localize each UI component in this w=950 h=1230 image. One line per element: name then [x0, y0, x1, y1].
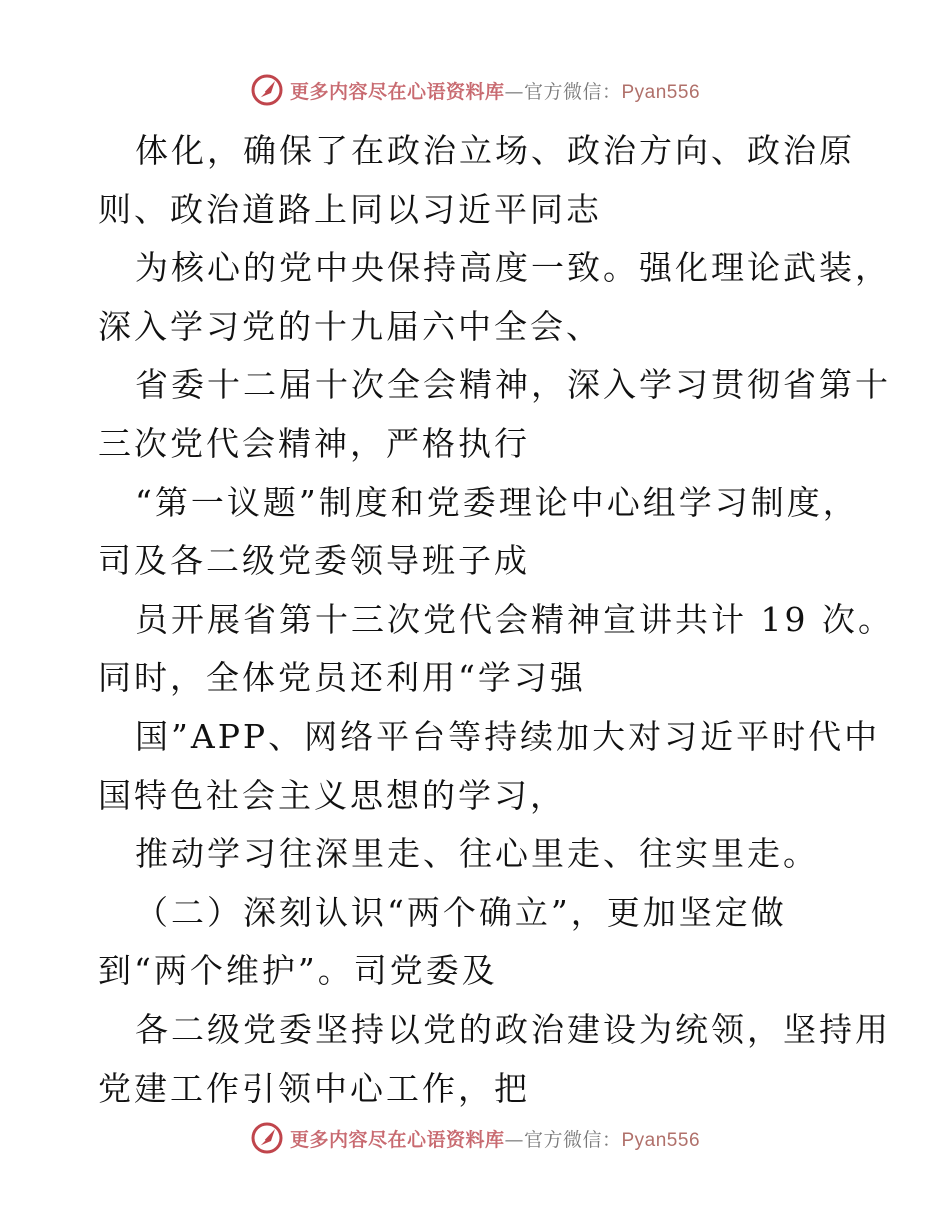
- text-line: 三次党代会精神，严格执行: [98, 423, 530, 463]
- text-line: 司及各二级党委领导班子成: [98, 541, 530, 581]
- text-line: 同时，全体党员还利用“学习强: [98, 658, 586, 698]
- text-line: 体化，确保了在政治立场、政治方向、政治原: [135, 131, 855, 170]
- text-line: 推动学习往深里走、往心里走、往实里走。: [135, 834, 819, 874]
- header-watermark: [0, 70, 950, 110]
- text-line: 则、政治道路上同以习近平同志: [98, 189, 602, 229]
- text-line: 员开展省第十三次党代会精神宣讲共计 19 次。: [135, 599, 894, 639]
- watermark-text: 更多内容尽在心语资料库—官方微信：Pyan556: [289, 80, 701, 103]
- text-line: 国”APP、网络平台等持续加大对习近平时代中: [135, 716, 881, 756]
- watermark-text: 更多内容尽在心语资料库—官方微信：Pyan556: [289, 1128, 701, 1151]
- text-line: 党建工作引领中心工作，把: [98, 1068, 530, 1108]
- text-line: 为核心的党中央保持高度一致。强化理论武装，: [135, 248, 891, 288]
- text-line: 省委十二届十次全会精神，深入学习贯彻省第十: [135, 365, 891, 405]
- text-line: 国特色社会主义思想的学习，: [98, 775, 566, 815]
- quill-logo-icon: [250, 1121, 284, 1155]
- text-line: 到“两个维护”。司党委及: [98, 951, 498, 991]
- quill-logo-icon: [250, 73, 284, 107]
- text-line: 深入学习党的十九届六中全会、: [98, 306, 602, 346]
- text-line: （二）深刻认识“两个确立”，更加坚定做: [135, 892, 787, 932]
- footer-watermark: [0, 1118, 950, 1158]
- text-line: “第一议题”制度和党委理论中心组学习制度，: [135, 482, 859, 522]
- text-line: 各二级党委坚持以党的政治建设为统领，坚持用: [135, 1009, 891, 1049]
- document-body: [98, 122, 894, 1118]
